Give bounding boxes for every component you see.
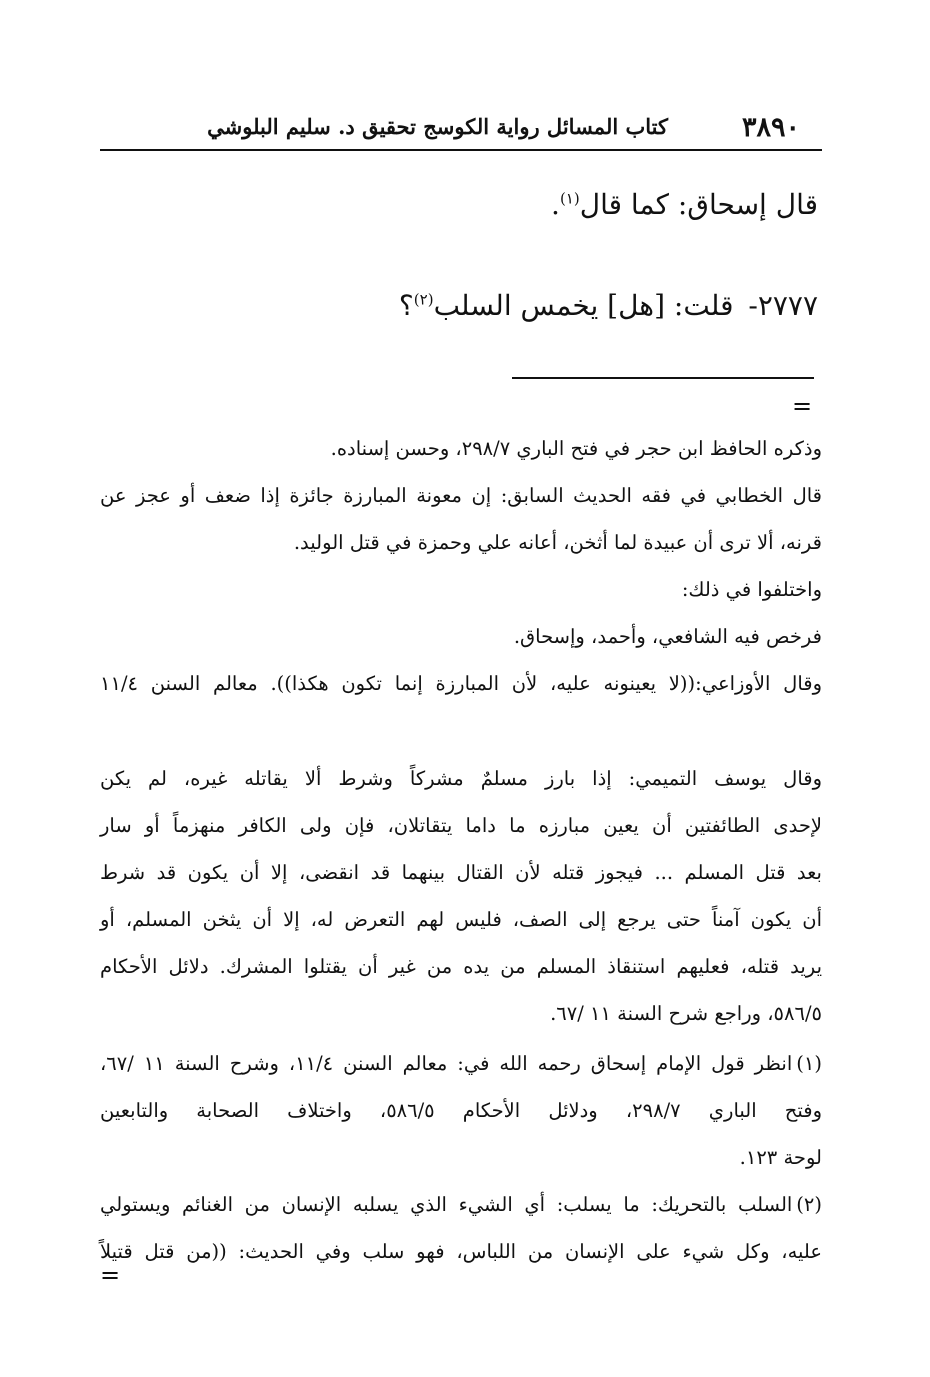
continuation-mark-bottom: =: [100, 1261, 121, 1289]
footnote-continuation-block-1: [100, 425, 822, 707]
ishaq-text: قال إسحاق: كما قال: [579, 188, 818, 221]
question-end-mark: ؟: [398, 289, 414, 322]
footnote-separator: [512, 377, 814, 379]
text-line-ishaq: [551, 188, 818, 221]
question-text: قلت: [هل] يخمس السلب: [433, 289, 734, 322]
footnote-line: لوحة ١٢٣.: [739, 1146, 822, 1169]
footnote-ref-2[interactable]: (٢): [413, 290, 434, 309]
footnote-1: [100, 1040, 822, 1181]
line-end-mark: .: [551, 188, 560, 221]
footnote-line: قال الخطابي في فقه الحديث السابق: إن معونة المبارزة جائزة إذا ضعف أو عجز عن: [100, 484, 822, 507]
footnote-line: [100, 1040, 822, 1087]
footnote-line: وقال الأوزاعي:((لا يعينونه عليه، لأن المبارزة إنما تكون هكذا)). معالم السنن ١١/٤: [100, 672, 822, 695]
footnote-line: لإحدى الطائفتين أن يعين مبارزه ما داما يتقاتلان، فإن ولى الكافر منهزماً أو سار: [100, 814, 822, 837]
running-header-title: كتاب المسائل رواية الكوسج تحقيق د. سليم البلوشي: [207, 114, 668, 139]
footnote-text: انظر قول الإمام إسحاق رحمه الله في: معالم السنن ١١/٤، وشرح السنة ١١ /٦٧،: [100, 1052, 793, 1075]
footnote-line: وفتح الباري ٢٩٨/٧، ودلائل الأحكام ٥٨٦/٥، واختلاف الصحابة والتابعين: [100, 1099, 822, 1122]
footnote-line: ٥٨٦/٥، وراجع شرح السنة ١١ /٦٧.: [550, 1002, 822, 1025]
footnote-2: [100, 1181, 822, 1275]
page-number: ٣٨٩٠: [742, 112, 801, 143]
footnote-line: وذكره الحافظ ابن حجر في فتح الباري ٢٩٨/٧، وحسن إسناده.: [330, 437, 822, 460]
footnote-line: قرنه، ألا ترى أن عبيدة لما أثخن، أعانه علي وحمزة في قتل الوليد.: [293, 531, 822, 554]
footnote-continuation-block-2: [100, 755, 822, 1037]
header-rule: [100, 149, 822, 151]
footnote-number-2: (٢): [796, 1193, 822, 1216]
footnote-line: [100, 1181, 822, 1228]
footnote-ref-1[interactable]: (١): [559, 189, 580, 208]
footnote-line: واختلفوا في ذلك:: [681, 578, 822, 601]
footnote-text: السلب بالتحريك: ما يسلب: أي الشيء الذي يسلبه الإنسان من الغنائم ويستولي: [100, 1193, 793, 1216]
footnote-line: يريد قتله، فعليهم استنقاذ المسلم من يده من غير أن يقتلوا المشرك. دلائل الأحكام: [100, 955, 822, 978]
footnote-line: فرخص فيه الشافعي، وأحمد، وإسحاق.: [513, 625, 822, 648]
footnote-line: عليه، وكل شيء على الإنسان من اللباس، فهو سلب وفي الحديث: ((من قتل قتيلاً: [100, 1240, 822, 1263]
question-2777: [399, 289, 818, 322]
question-number: ٢٧٧٧-: [748, 289, 818, 322]
footnote-line: أن يكون آمناً حتى يرجع إلى الصف، فليس لهم التعرض له، إلا أن يثخن المسلم، أو: [100, 908, 822, 931]
footnote-line: وقال يوسف التميمي: إذا بارز مسلمٌ مشركاً وشرط ألا يقاتله غيره، لم يكن: [100, 767, 822, 790]
footnote-line: بعد قتل المسلم ... فيجوز قتله لأن القتال بينهما قد انقضى، إلا أن يكون قد شرط: [100, 861, 822, 884]
continuation-mark-top: =: [792, 392, 813, 420]
footnote-number-1: (١): [796, 1052, 822, 1075]
